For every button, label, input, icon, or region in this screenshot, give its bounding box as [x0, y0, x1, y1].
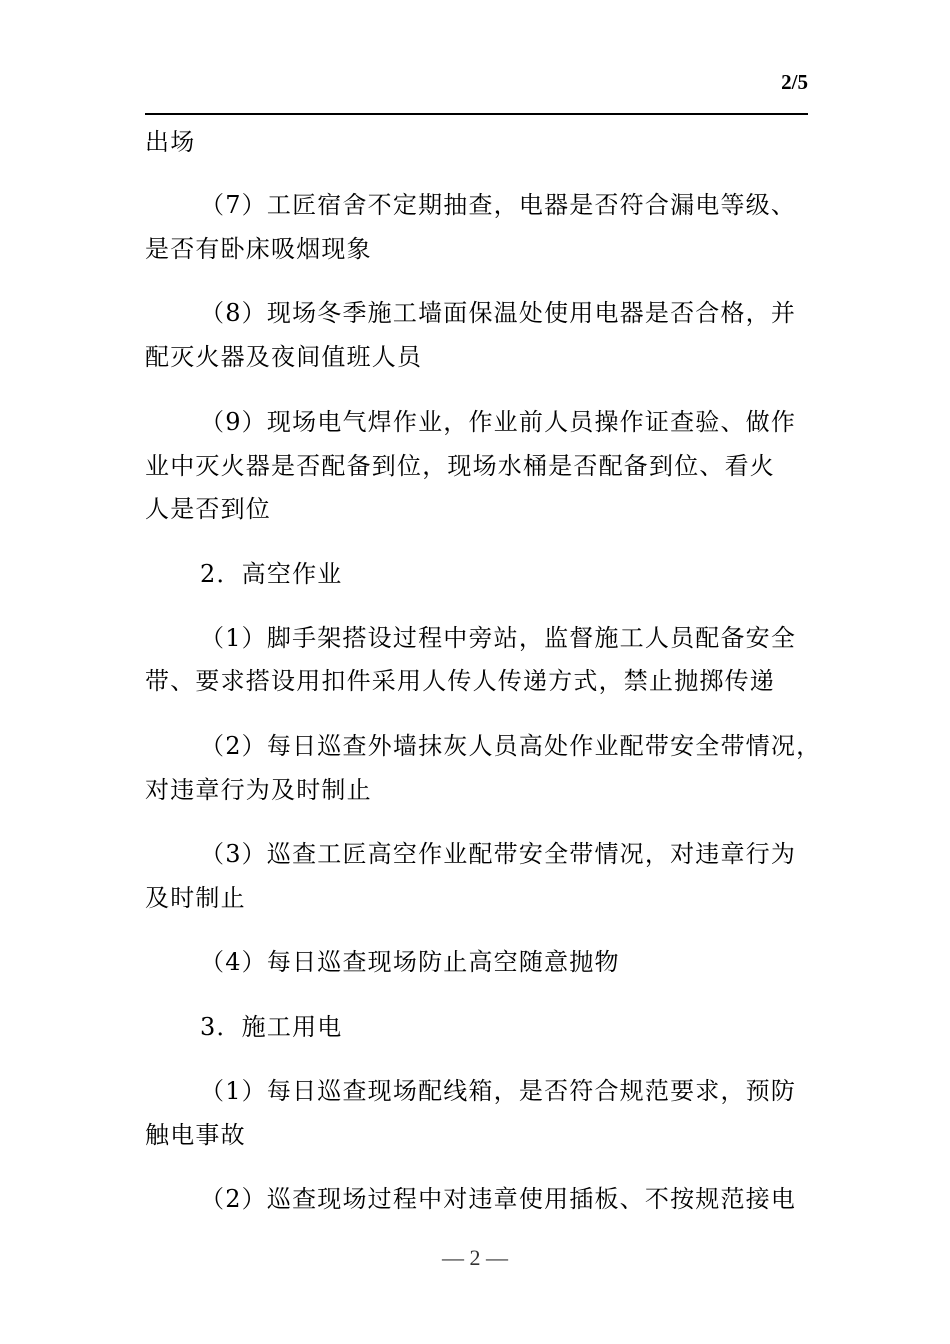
body-line: 人是否到位 — [145, 495, 271, 523]
body-line: 及时制止 — [145, 884, 246, 912]
body-line: （2）巡查现场过程中对违章使用插板、不按规范接电 — [200, 1185, 797, 1213]
page-indicator: 2/5 — [781, 70, 808, 94]
body-line: 出场 — [145, 128, 196, 156]
section-heading: 3．施工用电 — [200, 1013, 343, 1041]
body-line: （8）现场冬季施工墙面保温处使用电器是否合格，并 — [200, 299, 797, 327]
body-line: 对违章行为及时制止 — [145, 776, 372, 804]
section-heading: 2．高空作业 — [200, 560, 343, 588]
body-line: （1）脚手架搭设过程中旁站，监督施工人员配备安全 — [200, 624, 797, 652]
body-line: （1）每日巡查现场配线箱，是否符合规范要求，预防 — [200, 1077, 797, 1105]
body-line: 带、要求搭设用扣件采用人传人传递方式，禁止抛掷传递 — [145, 667, 775, 695]
body-line: 触电事故 — [145, 1121, 246, 1149]
header-rule — [145, 113, 808, 115]
body-line: （4）每日巡查现场防止高空随意抛物 — [200, 948, 620, 976]
body-line: （3）巡查工匠高空作业配带安全带情况，对违章行为 — [200, 840, 797, 868]
body-line: （9）现场电气焊作业，作业前人员操作证查验、做作 — [200, 408, 797, 436]
body-line: 是否有卧床吸烟现象 — [145, 235, 372, 263]
page-footer-number: — 2 — — [442, 1245, 508, 1270]
body-line: 业中灭火器是否配备到位，现场水桶是否配备到位、看火 — [145, 452, 775, 480]
body-line: （2）每日巡查外墙抹灰人员高处作业配带安全带情况， — [200, 732, 822, 760]
body-line: 配灭火器及夜间值班人员 — [145, 343, 423, 371]
body-line: （7）工匠宿舍不定期抽查，电器是否符合漏电等级、 — [200, 191, 797, 219]
